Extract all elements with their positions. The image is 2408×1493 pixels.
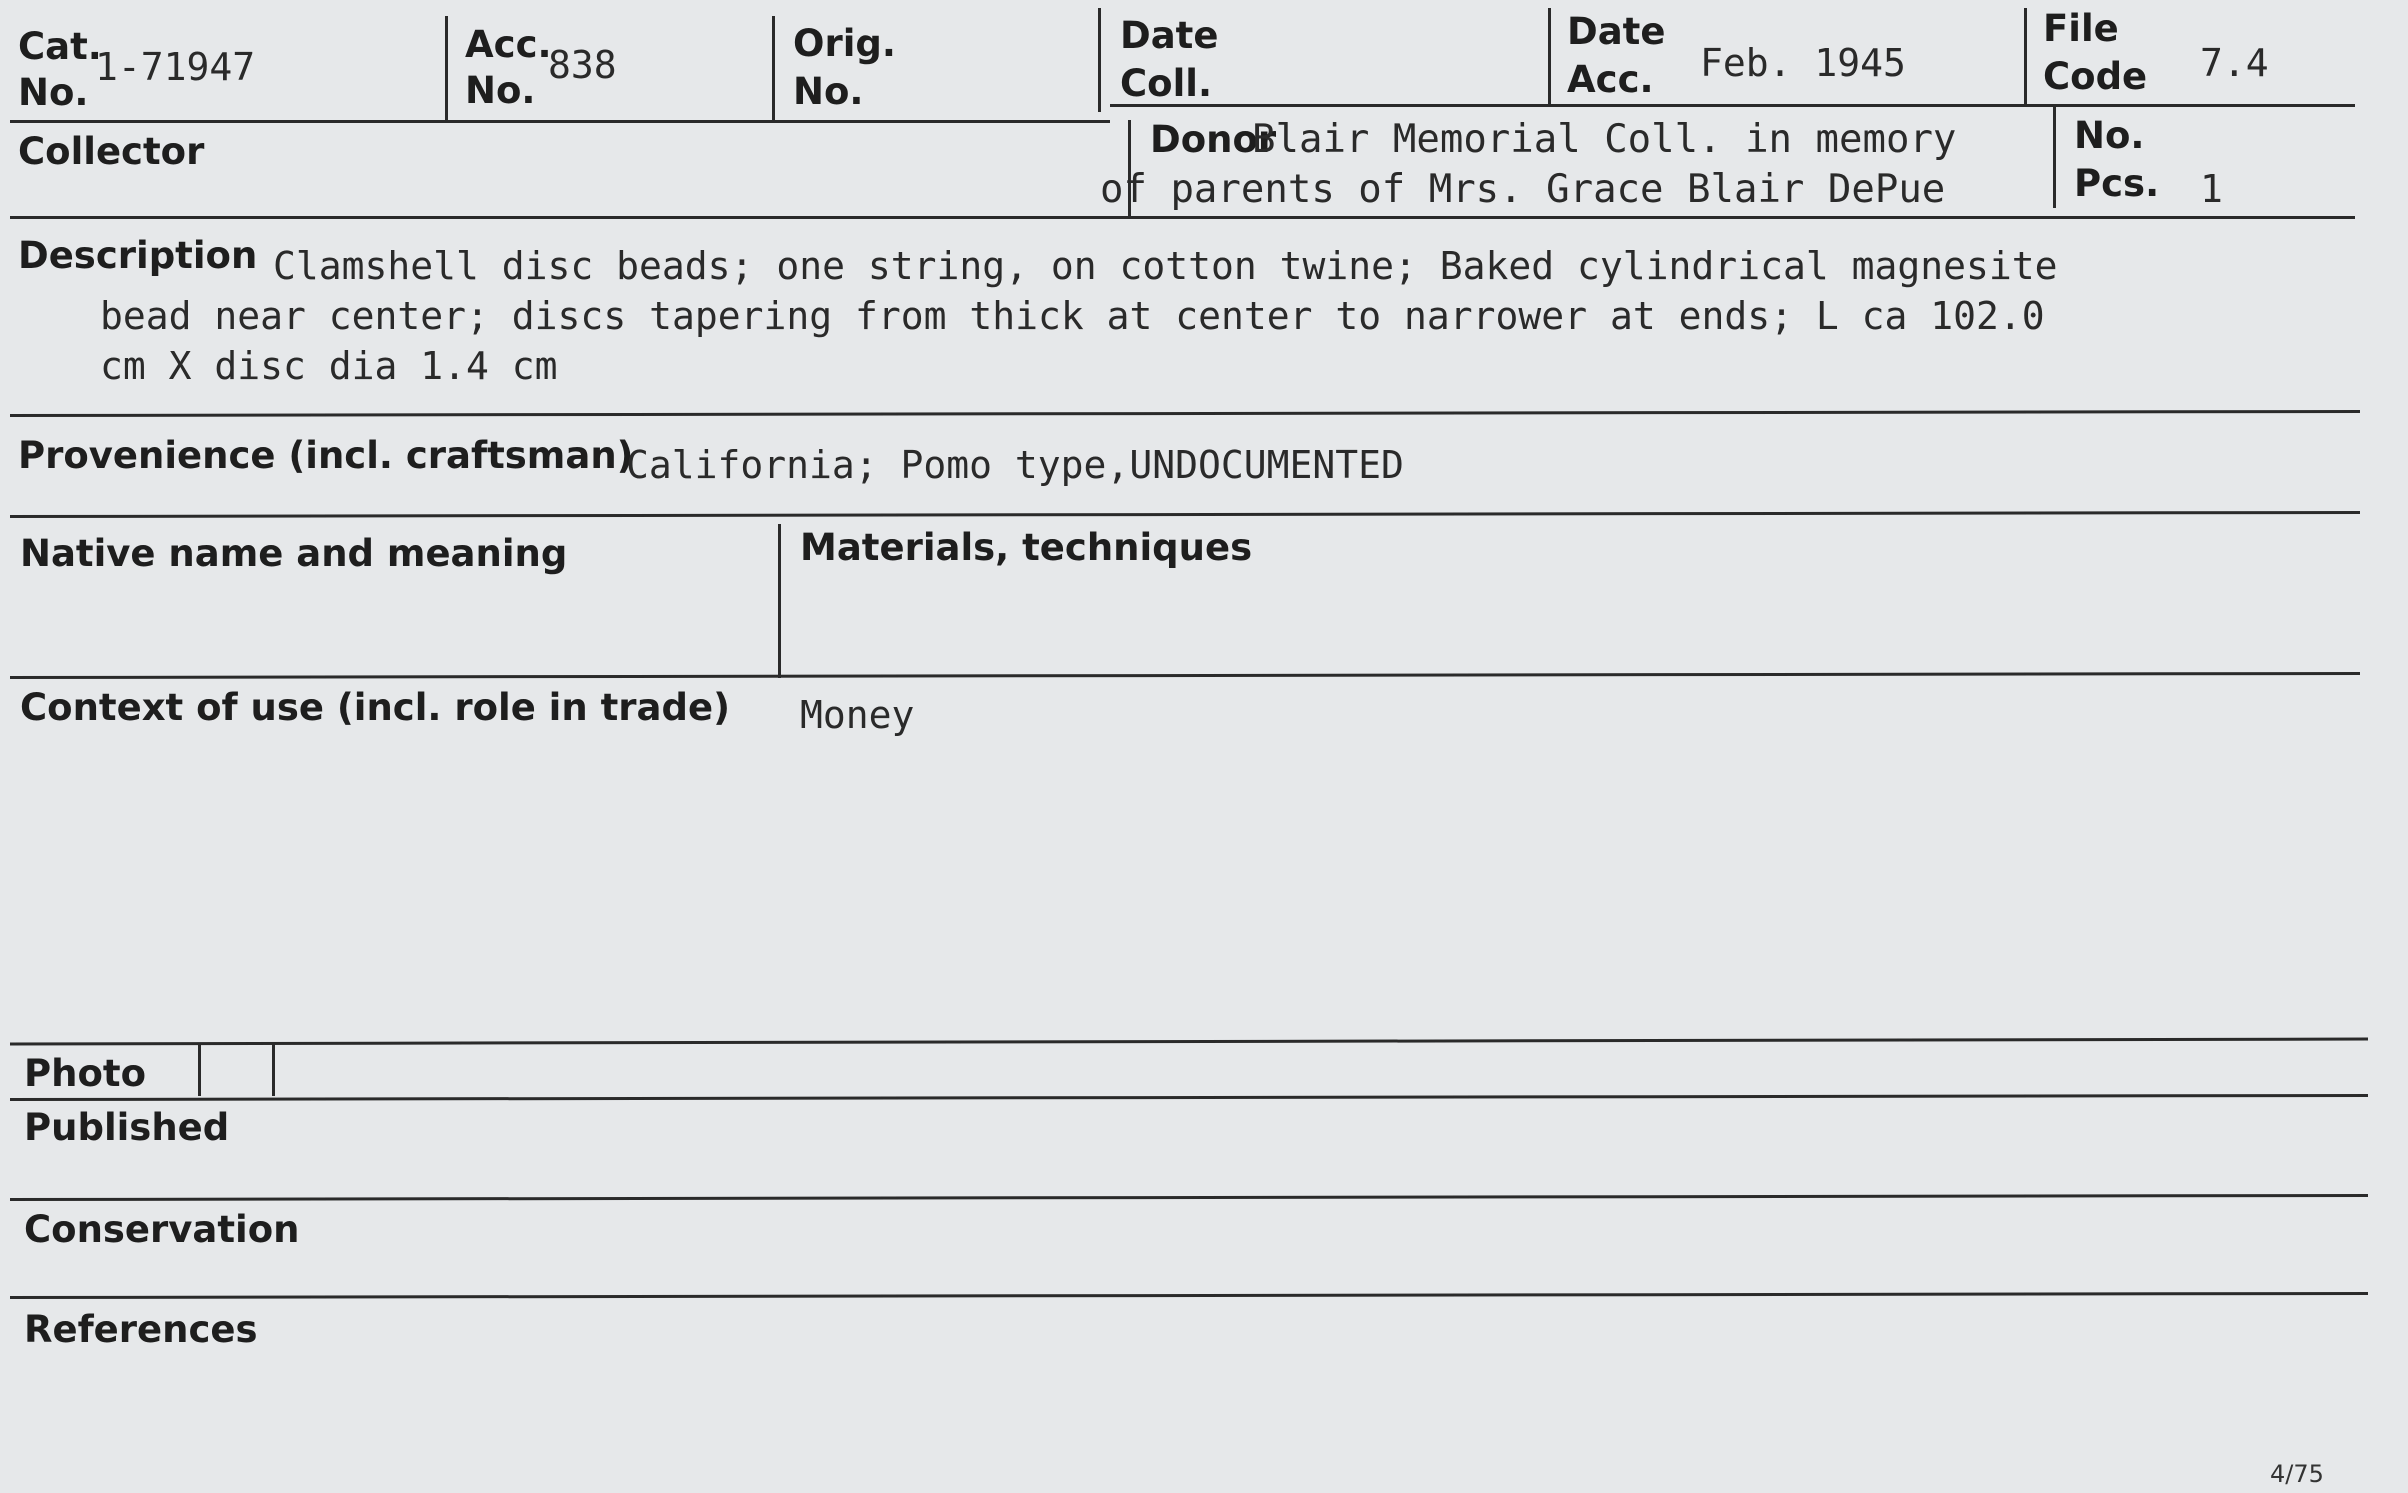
photo-top-rule xyxy=(10,1038,2368,1046)
date-coll-label: Date Coll. xyxy=(1120,14,1219,105)
provenience-label: Provenience (incl. craftsman) xyxy=(18,434,634,477)
no-pcs-value: 1 xyxy=(2200,167,2223,211)
conservation-bottom-rule xyxy=(10,1292,2368,1299)
native-materials-bottom-rule xyxy=(10,672,2360,679)
form-code-stamp: 4/75 xyxy=(2270,1460,2324,1488)
header-divider-1 xyxy=(445,16,448,120)
description-bottom-rule xyxy=(10,410,2360,417)
header-divider-5 xyxy=(2024,8,2027,104)
description-line-1: Clamshell disc beads; one string, on cotton twine; Baked cylindrical magnesite xyxy=(273,244,2058,288)
donor-value-line2: of parents of Mrs. Grace Blair DePue xyxy=(1100,167,1946,212)
provenience-bottom-rule xyxy=(10,511,2360,518)
native-name-label: Native name and meaning xyxy=(20,532,568,575)
materials-label: Materials, techniques xyxy=(800,526,1253,569)
photo-box-left xyxy=(198,1044,201,1096)
header-bottom-rule xyxy=(10,120,1110,123)
acc-no-label: Acc. No. xyxy=(465,23,552,112)
native-materials-divider xyxy=(778,524,781,678)
date-acc-label: Date Acc. xyxy=(1567,10,1666,101)
context-label: Context of use (incl. role in trade) xyxy=(20,686,730,729)
context-value: Money xyxy=(800,693,915,737)
header-divider-2 xyxy=(772,16,775,120)
photo-bottom-rule xyxy=(10,1094,2368,1101)
photo-box-right xyxy=(272,1044,275,1096)
photo-label: Photo xyxy=(24,1052,146,1095)
conservation-label: Conservation xyxy=(24,1208,300,1251)
no-pcs-label-2: Pcs. xyxy=(2074,162,2160,205)
orig-no-label: Orig. No. xyxy=(793,22,896,113)
cat-no-value: 1-71947 xyxy=(95,45,256,89)
references-label: References xyxy=(24,1308,258,1351)
header-divider-3 xyxy=(1098,8,1101,112)
file-code-value: 7.4 xyxy=(2200,41,2269,85)
date-acc-value: Feb. 1945 xyxy=(1700,41,1906,85)
description-line-2: bead near center; discs tapering from thick at center to narrower at ends; L ca 102.0 xyxy=(100,294,2045,338)
header-bottom-rule-right xyxy=(1110,104,2355,107)
collector-label: Collector xyxy=(18,130,205,173)
row2-bottom-rule xyxy=(10,216,2355,219)
pcs-left-divider xyxy=(2053,104,2056,208)
acc-no-value: 838 xyxy=(548,43,617,87)
donor-value-line1: Blair Memorial Coll. in memory xyxy=(1252,117,1957,162)
provenience-value: California; Pomo type,UNDOCUMENTED xyxy=(626,443,1404,487)
published-label: Published xyxy=(24,1106,230,1149)
file-code-label: File Code xyxy=(2043,7,2148,98)
published-bottom-rule xyxy=(10,1194,2368,1201)
donor-label: Donor xyxy=(1150,118,1277,161)
header-divider-4 xyxy=(1548,8,1551,104)
description-label: Description xyxy=(18,234,258,277)
description-line-3: cm X disc dia 1.4 cm xyxy=(100,344,558,388)
no-pcs-label-1: No. xyxy=(2074,114,2145,157)
cat-no-label: Cat. No. xyxy=(18,25,102,114)
